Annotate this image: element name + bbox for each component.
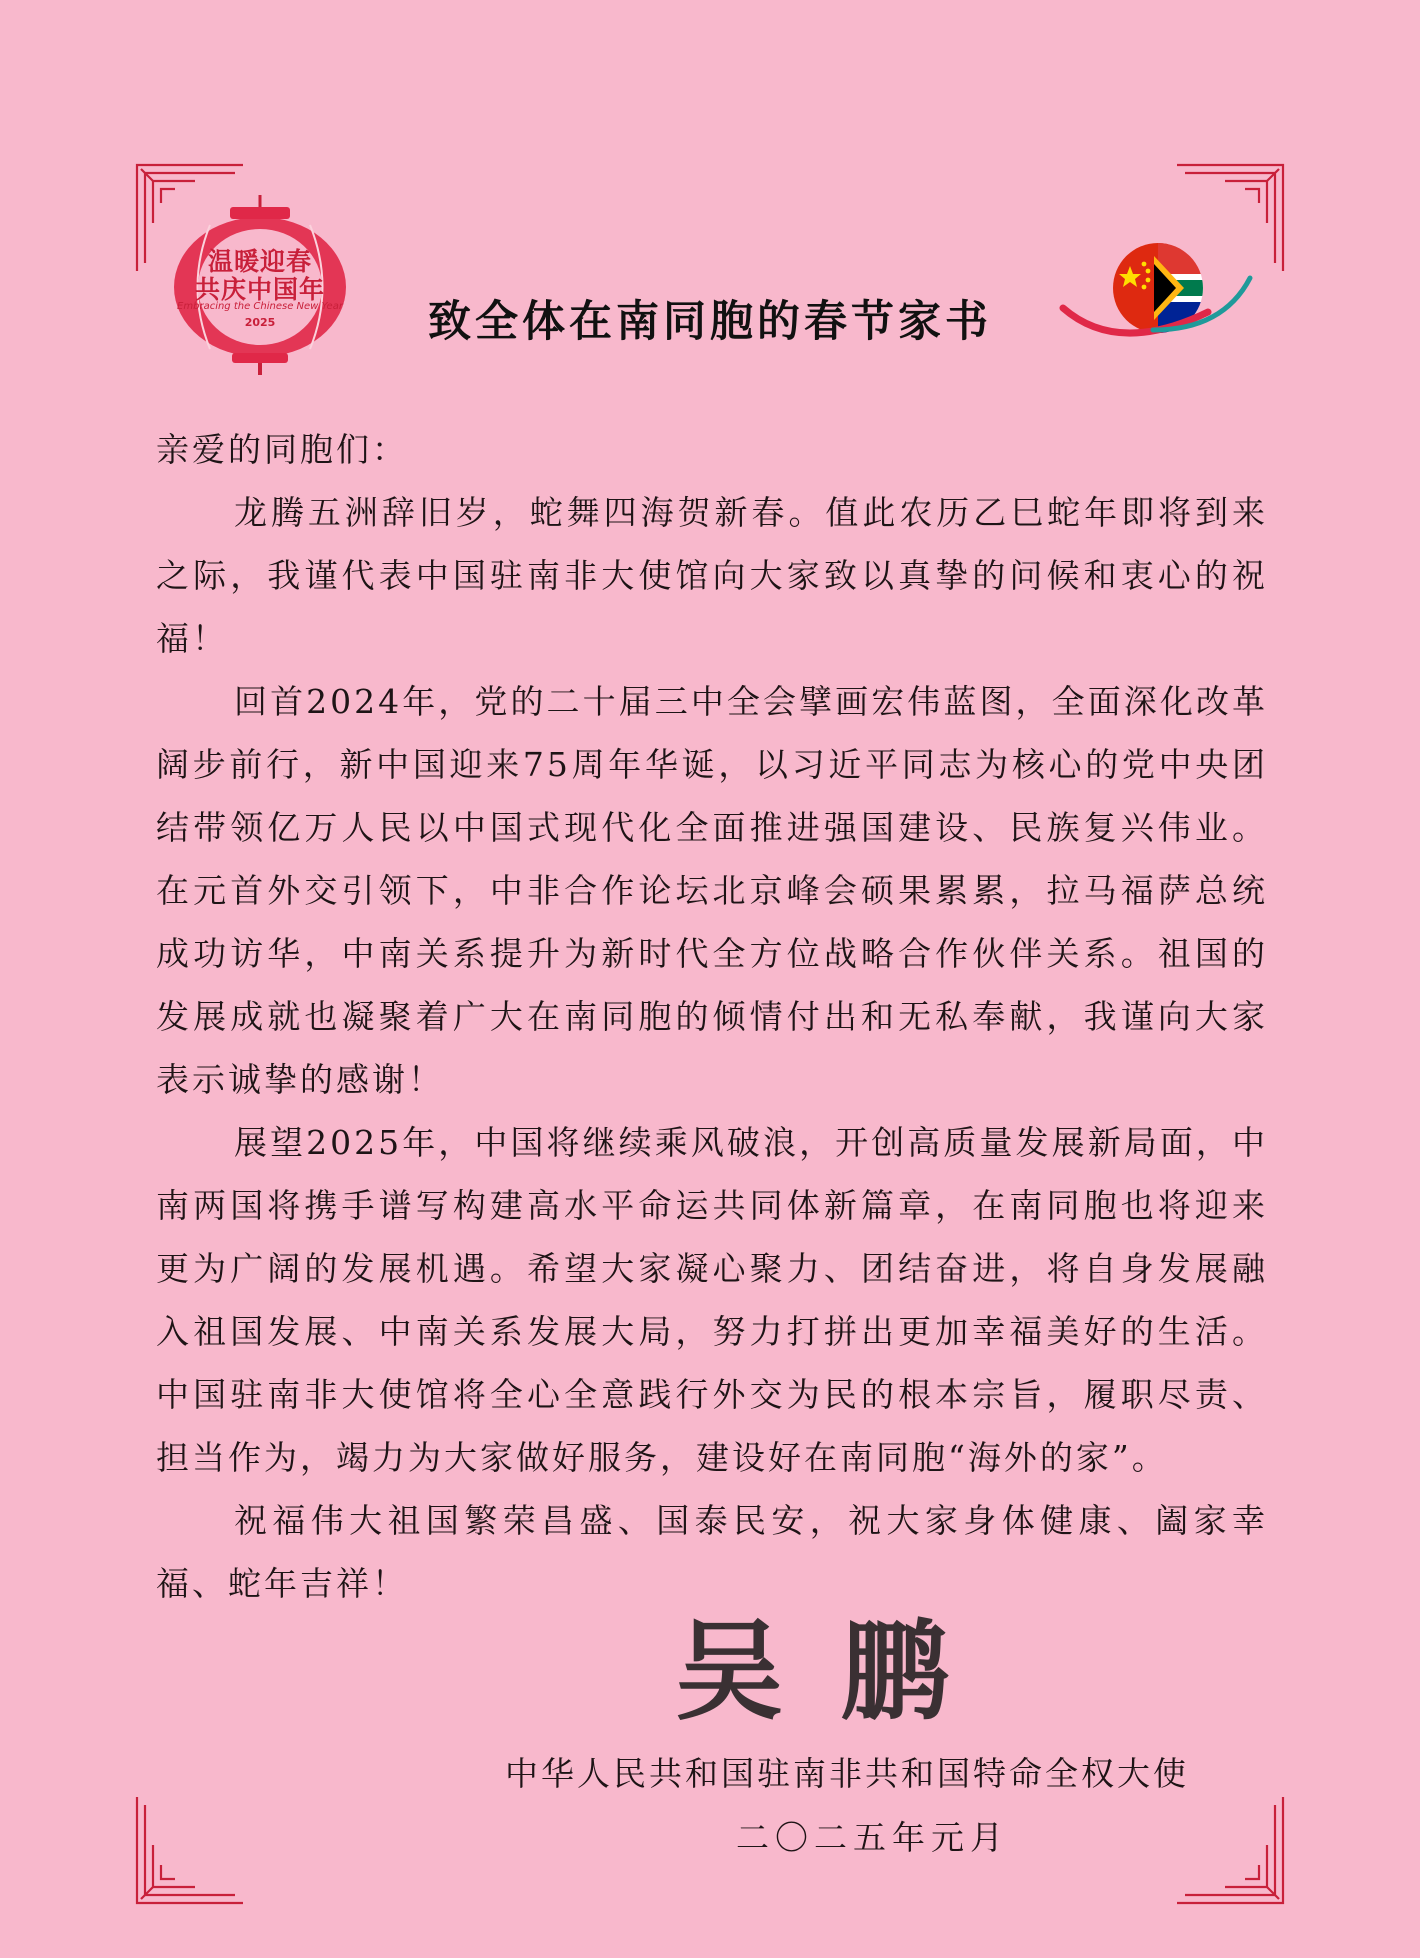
lantern-text-line1: 温暖迎春 [207, 247, 312, 276]
china-south-africa-emblem [1058, 238, 1258, 358]
lantern-text-line2: 共庆中国年 [194, 275, 325, 304]
lantern-text-year: 2025 [244, 316, 276, 329]
corner-ornament-bottom-right [1175, 1795, 1285, 1905]
letter-body [156, 418, 1268, 1615]
paragraph-3: 展望2025年，中国将继续乘风破浪，开创高质量发展新局面，中南两国将携手谱写构建高水平命运共同体新篇章，在南同胞也将迎来更为广阔的发展机遇。希望大家凝心聚力、团结奋进，将自身发展融入祖国发展、中南关系发展大局，努力打拼出更加幸福美好的生活。中国驻南非大使馆将全心全意践行外交为民的根本宗旨，履职尽责、担当作为，竭力为大家做好服务，建设好在南同胞“海外的家”。 [156, 1123, 1268, 1477]
paragraph-4: 祝福伟大祖国繁荣昌盛、国泰民安，祝大家身体健康、阖家幸福、蛇年吉祥！ [156, 1501, 1268, 1603]
corner-ornament-bottom-left [135, 1795, 245, 1905]
paragraph-2: 回首2024年，党的二十届三中全会擘画宏伟蓝图，全面深化改革阔步前行，新中国迎来75周年华诞，以习近平同志为核心的党中央团结带领亿万人民以中国式现代化全面推进强国建设、民族复兴伟业。在元首外交引领下，中非合作论坛北京峰会硕果累累，拉马福萨总统成功访华，中南关系提升为新时代全方位战略合作伙伴关系。祖国的发展成就也凝聚着广大在南同胞的倾情付出和无私奉献，我谨向大家表示诚挚的感谢！ [156, 682, 1268, 1099]
greeting: 亲爱的同胞们： [156, 430, 408, 469]
paragraph-1: 龙腾五洲辞旧岁，蛇舞四海贺新春。值此农历乙巳蛇年即将到来之际，我谨代表中国驻南非大使馆向大家致以真挚的问候和衷心的祝福！ [156, 493, 1268, 658]
signer-title: 中华人民共和国驻南非共和国特命全权大使 [505, 1754, 1189, 1793]
letter-title: 致全体在南同胞的春节家书 [428, 297, 992, 347]
flag-globe-icon [1058, 238, 1258, 358]
lantern-text-english: Embracing the Chinese New Year [177, 301, 343, 312]
handwritten-signature: 吴鹏 [675, 1609, 1008, 1735]
letter-date: 二〇二五年元月 [736, 1818, 1009, 1857]
corner-fret-icon [1175, 1795, 1285, 1905]
lantern-logo [170, 195, 350, 375]
corner-fret-icon [135, 1795, 245, 1905]
